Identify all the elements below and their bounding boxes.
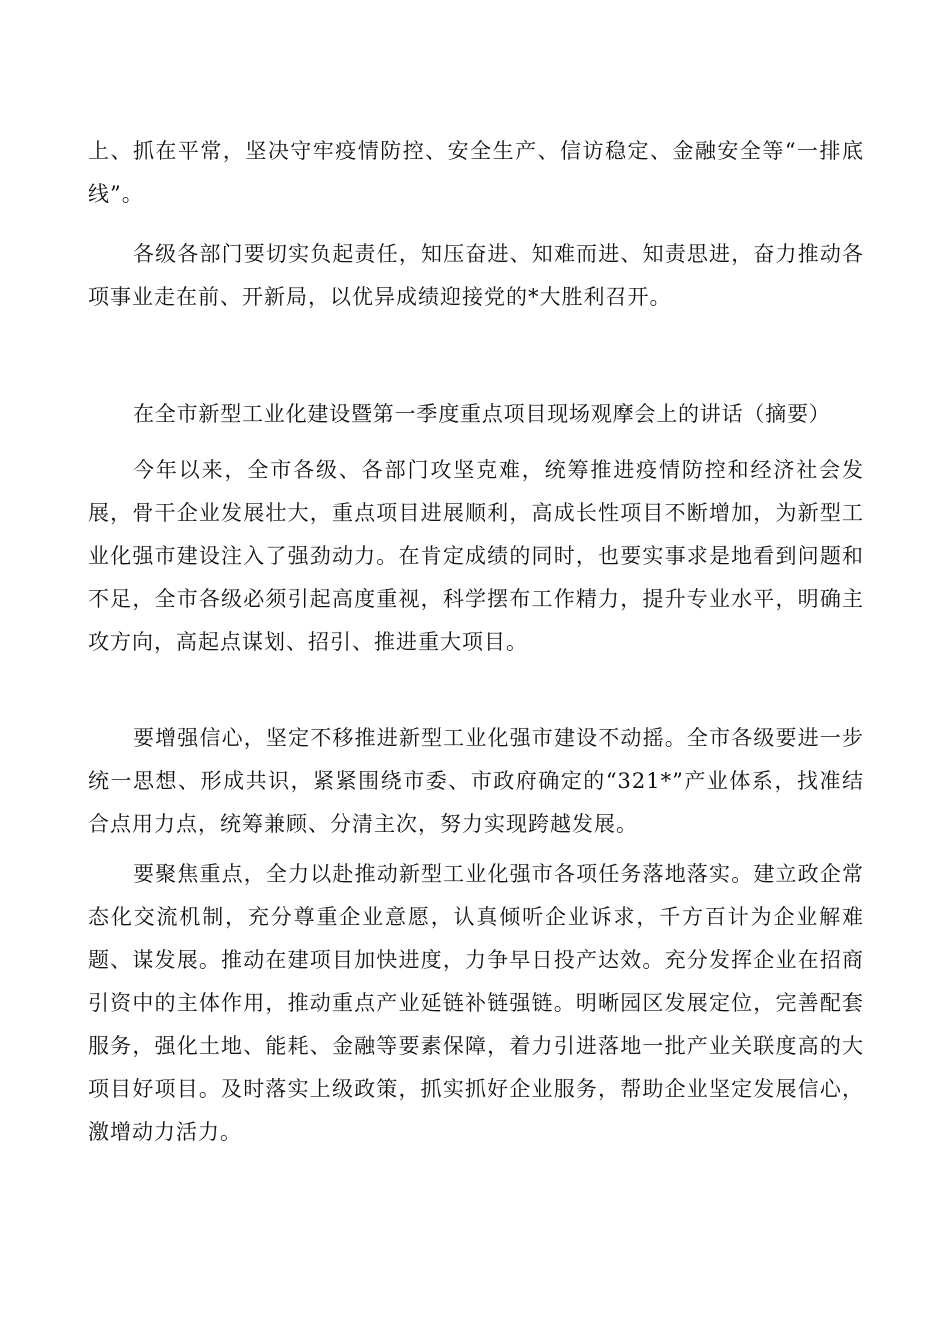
paragraph-intro: 今年以来，全市各级、各部门攻坚克难，统筹推进疫情防控和经济社会发展，骨干企业发展壮大，重点项目进展顺利，高成长性项目不断增加，为新型工业化强市建设注入了强劲动力。在肯定成绩的同时，也要实事求是地看到问题和不足，全市各级必须引起高度重视，科学摆布工作精力，提升专业水平，明确主攻方向，高起点谋划、招引、推进重大项目。 <box>88 458 864 654</box>
paragraph-confidence: 要增强信心，坚定不移推进新型工业化强市建设不动摇。全市各级要进一步统一思想、形成共识，紧紧围绕市委、市政府确定的“321*”产业体系，找准结合点用力点，统筹兼顾、分清主次，努力实现跨越发展。 <box>88 726 864 836</box>
paragraph-focus: 要聚焦重点，全力以赴推动新型工业化强市各项任务落地落实。建立政企常态化交流机制，充分尊重企业意愿，认真倾听企业诉求，千方百计为企业解难题、谋发展。推动在建项目加快进度，力争早日投产达效。充分发挥企业在招商引资中的主体作用，推动重点产业延链补链强链。明晰园区发展定位，完善配套服务，强化土地、能耗、金融等要素保障，着力引进落地一批产业关联度高的大项目好项目。及时落实上级政策，抓实抓好企业服务，帮助企业坚定发展信心，激增动力活力。 <box>88 862 864 1144</box>
speech-title: 在全市新型工业化建设暨第一季度重点项目现场观摩会上的讲话（摘要） <box>133 402 831 426</box>
paragraph-responsibility: 各级各部门要切实负起责任，知压奋进、知难而进、知责思进，奋力推动各项事业走在前、开新局，以优异成绩迎接党的*大胜利召开。 <box>88 242 864 309</box>
paragraph-continuation: 上、抓在平常，坚决守牢疫情防控、安全生产、信访稳定、金融安全等“一排底线”。 <box>88 139 864 206</box>
